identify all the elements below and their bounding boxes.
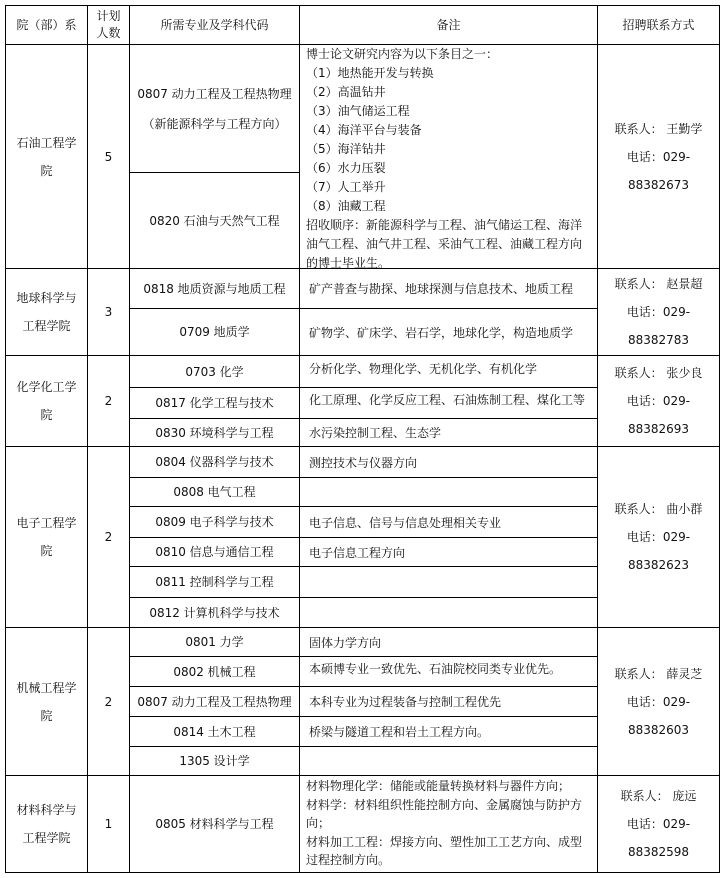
remark-line: （8）油藏工程 [306, 199, 386, 213]
remark-cell [305, 598, 595, 627]
dept-cell [6, 356, 87, 446]
major-cell [130, 45, 299, 172]
remark-line: （2）高温钻井 [306, 85, 386, 99]
remark-cell: 固体力学方向 [309, 635, 382, 650]
dept-name-line: 院 [40, 163, 53, 178]
remark-line: 材料加工工程：焊接方向、塑性加工工艺方向、成型 [306, 834, 583, 849]
dept-name-line: 机械工程学 [16, 680, 77, 695]
dept-cell [6, 447, 87, 627]
remark-line: 油气工程、油气井工程、采油气工程、油藏工程方向 [306, 237, 583, 251]
major-cell: 0830 环境科学与工程 [155, 425, 274, 440]
contact-cell [598, 356, 719, 446]
plan-count: 2 [104, 530, 113, 544]
major-cell: 0808 电气工程 [173, 485, 256, 499]
dept-name-line: 院 [40, 708, 53, 723]
dept-cell [6, 45, 87, 268]
plan-count: 2 [104, 394, 113, 408]
contact-cell [598, 776, 719, 872]
remark-line: 的博士毕业生。 [306, 256, 391, 270]
remark-line: 招收顺序：新能源科学与工程、油气储运工程、海洋 [306, 218, 583, 232]
dept-cell [6, 628, 87, 775]
contact-phone: 电话：029-88382603 [626, 694, 691, 737]
contact-name: 联系人： 薛灵芝 [614, 666, 703, 681]
dept-name-line: 院 [40, 544, 53, 558]
plan-count: 2 [104, 694, 113, 709]
dept-name-line: 材料科学与 [16, 803, 77, 817]
remark-line: （1）地热能开发与转换 [306, 66, 434, 80]
major-cell: 0809 电子科学与技术 [155, 515, 274, 529]
remark-block [300, 777, 597, 870]
remark-line: （5）海洋钻井 [306, 142, 386, 156]
remark-cell: 分析化学、物理化学、无机化学、有机化学 [309, 362, 538, 376]
remark-cell: 化工原理、化学反应工程、石油炼制工程、煤化工等 [309, 392, 586, 407]
remark-line: 材料物理化学：储能或能量转换材料与器件方向； [306, 779, 571, 793]
major-text: 0807 动力工程及工程热物理 [137, 86, 292, 101]
dept-cell [6, 776, 87, 872]
grid-line [719, 5, 720, 873]
remark-line: 向； [306, 816, 331, 830]
major-cell: 0812 计算机科学与技术 [149, 605, 280, 620]
major-cell: 0805 材料科学与工程 [155, 817, 274, 831]
header-dept: 院（部）系 [16, 18, 77, 32]
major-cell: 0801 力学 [185, 635, 244, 649]
contact-name: 联系人： 王勤学 [614, 121, 703, 136]
remark-cell: 矿产普查与勘探、地球探测与信息技术、地质工程 [309, 282, 574, 296]
remark-cell [305, 478, 595, 506]
contact-name: 联系人： 张少良 [614, 366, 703, 380]
remark-cell: 本科专业为过程装备与控制工程优先 [309, 695, 502, 709]
major-cell: 0818 地质资源与地质工程 [143, 281, 286, 296]
remark-line: （3）油气储运工程 [306, 104, 410, 118]
contact-cell [598, 269, 719, 355]
plan-count: 1 [104, 817, 113, 831]
major-cell: 0802 机械工程 [173, 664, 256, 679]
contact-cell [598, 45, 719, 268]
remark-cell: 电子信息、信号与信息处理相关专业 [309, 515, 502, 530]
header-remark: 备注 [436, 18, 461, 32]
plan-count: 3 [104, 305, 113, 319]
contact-cell [598, 628, 719, 775]
remark-line: （4）海洋平台与装备 [306, 123, 422, 137]
contact-name: 联系人： 庞远 [620, 789, 697, 803]
major-cell: 0804 仪器科学与技术 [155, 455, 274, 469]
major-cell: 0820 石油与天然气工程 [149, 213, 280, 228]
major-cell: 0703 化学 [185, 364, 244, 379]
remark-cell: 矿物学、矿床学、岩石学，地球化学，构造地质学 [309, 325, 574, 340]
remark-cell: 测控技术与仪器方向 [309, 455, 418, 470]
header-plan [88, 6, 129, 44]
major-cell: 0709 地质学 [179, 325, 250, 339]
header-plan-line2: 人数 [96, 26, 121, 40]
remark-line: 博士论文研究内容为以下条目之一： [306, 47, 499, 61]
major-text: （新能源科学与工程方向） [142, 116, 287, 131]
remark-line: （7）人工举升 [306, 180, 386, 194]
major-cell: 0814 土木工程 [173, 724, 256, 739]
remark-cell: 水污染控制工程、生态学 [309, 426, 442, 440]
dept-name-line: 地球科学与 [16, 291, 77, 305]
remark-cell [305, 747, 595, 775]
dept-name-line: 工程学院 [22, 319, 71, 333]
remark-cell: 本硕博专业一致优先、石油院校同类专业优先。 [309, 661, 562, 676]
remark-cell: 桥梁与隧道工程和岩土工程方向。 [309, 725, 490, 739]
header-plan-line1: 计划 [96, 9, 121, 23]
header-major: 所需专业及学科代码 [160, 18, 269, 32]
contact-phone: 电话：029-88382693 [626, 394, 691, 436]
dept-name-line: 院 [40, 408, 53, 422]
dept-name-line: 化学化工学 [16, 380, 77, 394]
contact-name: 联系人： 赵景超 [614, 277, 703, 291]
remark-line: （6）水力压裂 [306, 161, 386, 175]
header-contact: 招聘联系方式 [622, 18, 695, 32]
contact-phone: 电话：029-88382623 [626, 530, 691, 572]
plan-count: 5 [104, 149, 113, 164]
contact-name: 联系人： 曲小群 [614, 502, 703, 516]
remark-cell: 电子信息工程方向 [309, 545, 406, 560]
contact-phone: 电话：029-88382783 [626, 305, 691, 347]
dept-name-line: 工程学院 [22, 831, 71, 845]
major-cell: 1305 设计学 [179, 754, 250, 768]
dept-name-line: 石油工程学 [16, 135, 77, 150]
remark-line: 材料学：材料组织性能控制方向、金属腐蚀与防护方 [306, 797, 583, 812]
contact-cell [598, 447, 719, 627]
remark-line: 过程控制方向。 [306, 853, 391, 867]
grid-line [5, 872, 720, 873]
major-cell: 0817 化学工程与技术 [155, 396, 274, 410]
remark-cell [305, 567, 595, 597]
major-cell: 0811 控制科学与工程 [155, 575, 274, 589]
major-cell: 0810 信息与通信工程 [155, 545, 274, 559]
dept-name-line: 电子工程学 [16, 516, 77, 530]
dept-cell [6, 269, 87, 355]
contact-phone: 电话：029-88382598 [626, 817, 691, 859]
contact-phone: 电话：029-88382673 [626, 149, 691, 192]
remark-block [300, 45, 597, 273]
major-cell: 0807 动力工程及工程热物理 [137, 694, 292, 709]
